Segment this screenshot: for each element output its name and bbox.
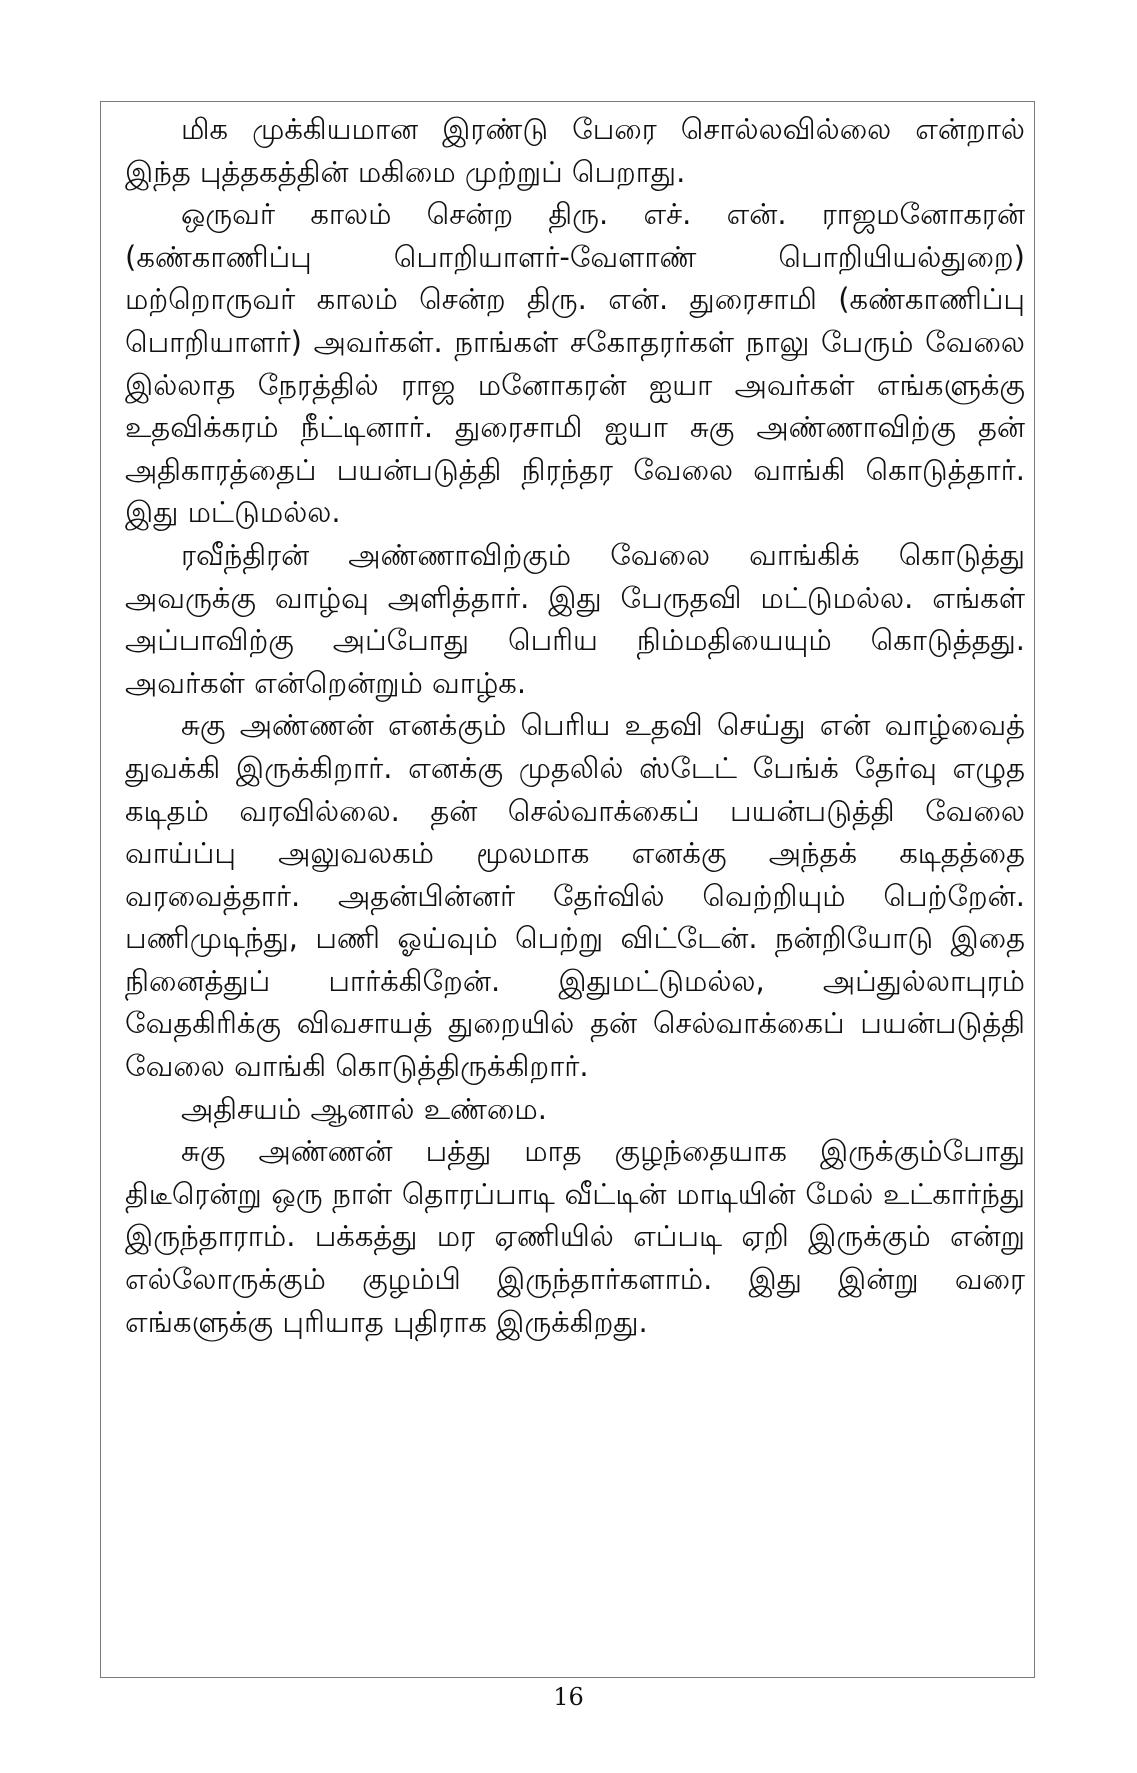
page-number: 16 — [553, 1683, 584, 1711]
paragraph-6: சுகு அண்ணன் பத்து மாத குழந்தையாக இருக்கும்போது திடீரென்று ஒரு நாள் தொரப்பாடி வீட்டின் மாடியின் மேல் உட்கார்ந்து இருந்தாராம். பக்கத்து மர ஏணியில் எப்படி ஏறி இருக்கும் என்று எல்லோருக்கும் குழம்பி இருந்தார்களாம். இது இன்று வரை எங்களுக்கு புரியாத புதிராக இருக்கிறது. — [125, 1134, 1025, 1339]
paragraph-4: சுகு அண்ணன் எனக்கும் பெரிய உதவி செய்து என் வாழ்வைத் துவக்கி இருக்கிறார். எனக்கு முதலில் ஸ்டேட் பேங்க் தேர்வு எழுத கடிதம் வரவில்லை. தன் செல்வாக்கைப் பயன்படுத்தி வேலை வாய்ப்பு அலுவலகம் மூலமாக எனக்கு அந்தக் கடிதத்தை வரவைத்தார். அதன்பின்னர் தேர்வில் வெற்றியும் பெற்றேன். பணிமுடிந்து, பணி ஓய்வும் பெற்று விட்டேன். நன்றியோடு இதை நினைத்துப் பார்க்கிறேன். இதுமட்டுமல்ல, அப்துல்லாபுரம் வேதகிரிக்கு விவசாயத் துறையில் தன் செல்வாக்கைப் பயன்படுத்தி வேலை வாங்கி கொடுத்திருக்கிறார். — [125, 708, 1025, 1084]
paragraph-5: அதிசயம் ஆனால் உண்மை. — [181, 1091, 547, 1126]
page-body — [125, 108, 1025, 1343]
paragraph-3: ரவீந்திரன் அண்ணாவிற்கும் வேலை வாங்கிக் கொடுத்து அவருக்கு வாழ்வு அளித்தார். இது பேருதவி மட்டுமல்ல. எங்கள் அப்பாவிற்கு அப்போது பெரிய நிம்மதியையும் கொடுத்தது. அவர்கள் என்றென்றும் வாழ்க. — [125, 537, 1025, 700]
paragraph-2: ஒருவர் காலம் சென்ற திரு. எச். என். ராஜமனோகரன் (கண்காணிப்பு பொறியாளர்-வேளாண் பொறியியல்துறை) மற்றொருவர் காலம் சென்ற திரு. என். துரைசாமி (கண்காணிப்பு பொறியாளர்) அவர்கள். நாங்கள் சகோதரர்கள் நாலு பேரும் வேலை இல்லாத நேரத்தில் ராஜ மனோகரன் ஐயா அவர்கள் எங்களுக்கு உதவிக்கரம் நீட்டினார். துரைசாமி ஐயா சுகு அண்ணாவிற்கு தன் அதிகாரத்தைப் பயன்படுத்தி நிரந்தர வேலை வாங்கி கொடுத்தார். இது மட்டுமல்ல. — [125, 197, 1025, 530]
paragraph-1: மிக முக்கியமான இரண்டு பேரை சொல்லவில்லை என்றால் இந்த புத்தகத்தின் மகிமை முற்றுப் பெறாது. — [125, 112, 1025, 189]
